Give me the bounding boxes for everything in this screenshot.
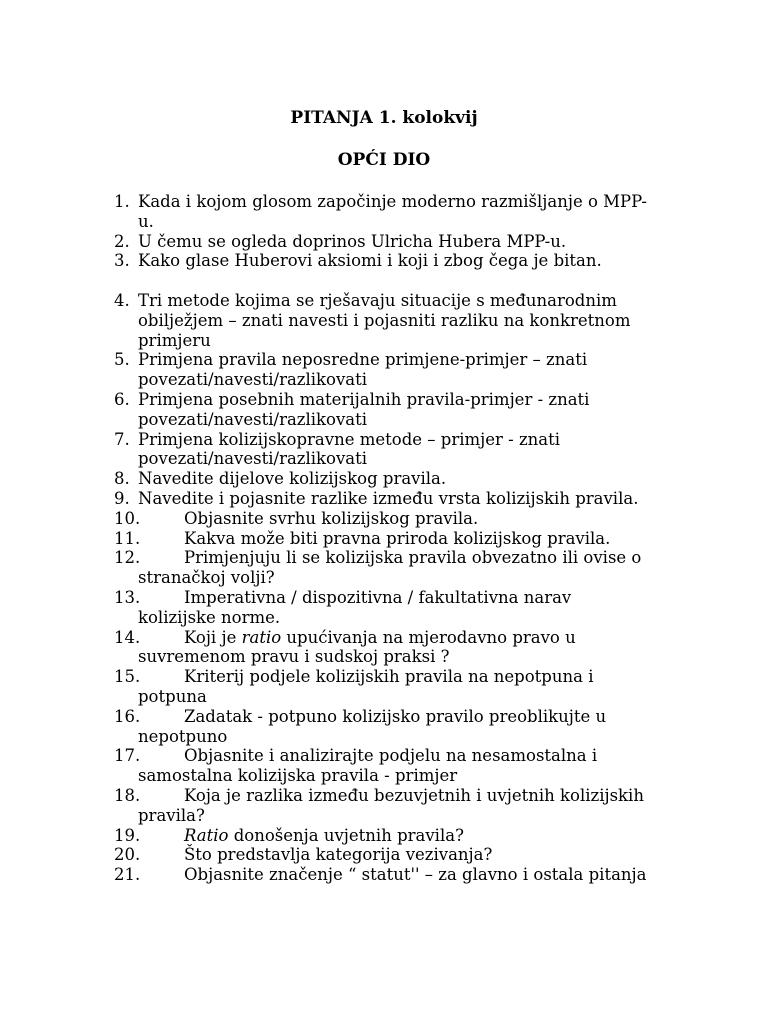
question-list	[114, 192, 654, 885]
ratio-term: Ratio	[184, 825, 229, 845]
list-item: 19. Ratio donošenja uvjetnih pravila?	[114, 825, 464, 845]
list-item: 14. Koji je ratio upućivanja na mjerodavno pravo u suvremenom pravu i sudskoj praksi ?	[114, 627, 576, 667]
list-item: 17. Objasnite i analizirajte podjelu na nesamostalna i samostalna kolizijska pravila - primjer	[114, 746, 598, 786]
list-item: 12. Primjenjuju li se kolizijska pravila obvezatno ili ovise o stranačkoj volji?	[114, 548, 642, 588]
list-item: 6. Primjena posebnih materijalnih pravila-primjer - znati povezati/navesti/razlikovati	[114, 389, 590, 429]
list-item: 13. Imperativna / dispozitivna / fakultativna narav kolizijske norme.	[114, 587, 572, 627]
list-item: 16. Zadatak - potpuno kolizijsko pravilo preoblikujte u nepotpuno	[114, 706, 607, 746]
list-item: 5. Primjena pravila neposredne primjene-primjer – znati povezati/navesti/razlikovati	[114, 350, 588, 390]
page-title: PITANJA 1. kolokvij	[290, 108, 478, 128]
list-item: 8. Navedite dijelove kolizijskog pravila.	[114, 469, 447, 489]
list-item: 21. Objasnite značenje “ statut'' – za glavno i ostala pitanja	[114, 865, 647, 885]
list-item: 4. Tri metode kojima se rješavaju situacije s međunarodnim obilježjem – znati navesti i pojasniti razliku na konkretnom primjeru	[114, 290, 631, 350]
section-title: OPĆI DIO	[337, 150, 431, 170]
list-item: 9. Navedite i pojasnite razlike između vrsta kolizijskih pravila.	[114, 488, 639, 508]
list-item: 15. Kriterij podjele kolizijskih pravila na nepotpuna i potpuna	[114, 667, 594, 706]
list-item: 10. Objasnite svrhu kolizijskog pravila.	[114, 508, 479, 528]
list-item: 3. Kako glase Huberovi aksiomi i koji i zbog čega je bitan.	[114, 251, 602, 271]
list-item: 20. Što predstavlja kategorija vezivanja?	[114, 845, 493, 865]
list-item: 18. Koja je razlika između bezuvjetnih i uvjetnih kolizijskih pravila?	[114, 785, 644, 825]
list-item: 2. U čemu se ogleda doprinos Ulricha Hubera MPP-u.	[114, 231, 567, 251]
ratio-term: ratio	[241, 627, 282, 647]
list-item: 7. Primjena kolizijskopravne metode – primjer - znati povezati/navesti/razlikovati	[114, 429, 561, 469]
list-item: 11. Kakva može biti pravna priroda kolizijskog pravila.	[114, 528, 611, 548]
list-item: 1. Kada i kojom glosom započinje moderno razmišljanje o MPP-u.	[114, 192, 647, 231]
